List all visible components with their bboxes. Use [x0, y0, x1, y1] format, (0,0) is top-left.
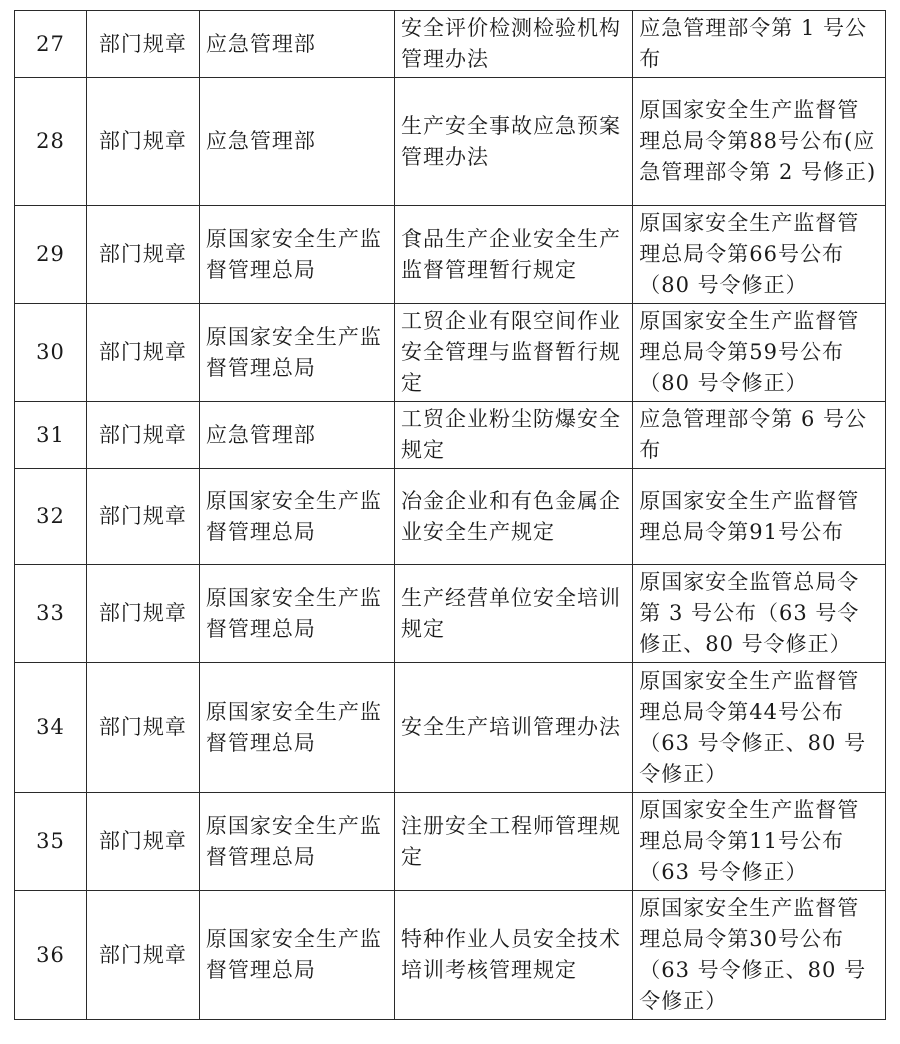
row-number: 27	[15, 11, 87, 78]
issuing-authority: 应急管理部	[199, 78, 394, 206]
publication-reference: 原国家安全生产监督管理总局令第59号公布（80 号令修正）	[633, 304, 886, 402]
row-number: 28	[15, 78, 87, 206]
publication-reference: 应急管理部令第 1 号公布	[633, 11, 886, 78]
regulation-type: 部门规章	[86, 663, 199, 793]
table-row	[15, 206, 886, 304]
issuing-authority: 原国家安全生产监督管理总局	[199, 469, 394, 565]
regulation-type: 部门规章	[86, 304, 199, 402]
regulation-type: 部门规章	[86, 402, 199, 469]
regulation-title: 特种作业人员安全技术培训考核管理规定	[395, 891, 633, 1020]
issuing-authority: 原国家安全生产监督管理总局	[199, 793, 394, 891]
regulations-table	[14, 10, 886, 1020]
row-number: 31	[15, 402, 87, 469]
row-number: 36	[15, 891, 87, 1020]
regulation-title: 工贸企业有限空间作业安全管理与监督暂行规定	[395, 304, 633, 402]
regulation-title: 生产经营单位安全培训规定	[395, 565, 633, 663]
table-row	[15, 304, 886, 402]
issuing-authority: 应急管理部	[199, 11, 394, 78]
regulation-title: 冶金企业和有色金属企业安全生产规定	[395, 469, 633, 565]
table-row	[15, 891, 886, 1020]
issuing-authority: 应急管理部	[199, 402, 394, 469]
issuing-authority: 原国家安全生产监督管理总局	[199, 891, 394, 1020]
regulation-type: 部门规章	[86, 793, 199, 891]
publication-reference: 原国家安全生产监督管理总局令第30号公布（63 号令修正、80 号令修正）	[633, 891, 886, 1020]
table-row	[15, 78, 886, 206]
publication-reference: 原国家安全生产监督管理总局令第66号公布（80 号令修正）	[633, 206, 886, 304]
row-number: 35	[15, 793, 87, 891]
regulation-type: 部门规章	[86, 565, 199, 663]
regulation-title: 生产安全事故应急预案管理办法	[395, 78, 633, 206]
regulation-type: 部门规章	[86, 469, 199, 565]
issuing-authority: 原国家安全生产监督管理总局	[199, 663, 394, 793]
regulation-title: 工贸企业粉尘防爆安全规定	[395, 402, 633, 469]
regulation-type: 部门规章	[86, 206, 199, 304]
table-row	[15, 565, 886, 663]
regulation-title: 注册安全工程师管理规定	[395, 793, 633, 891]
regulation-type: 部门规章	[86, 78, 199, 206]
row-number: 30	[15, 304, 87, 402]
table-row	[15, 469, 886, 565]
row-number: 34	[15, 663, 87, 793]
issuing-authority: 原国家安全生产监督管理总局	[199, 206, 394, 304]
regulation-type: 部门规章	[86, 11, 199, 78]
regulation-type: 部门规章	[86, 891, 199, 1020]
row-number: 33	[15, 565, 87, 663]
publication-reference: 应急管理部令第 6 号公布	[633, 402, 886, 469]
regulation-title: 食品生产企业安全生产监督管理暂行规定	[395, 206, 633, 304]
row-number: 29	[15, 206, 87, 304]
row-number: 32	[15, 469, 87, 565]
regulation-title: 安全生产培训管理办法	[395, 663, 633, 793]
table-row	[15, 402, 886, 469]
table-row	[15, 11, 886, 78]
issuing-authority: 原国家安全生产监督管理总局	[199, 304, 394, 402]
table-row	[15, 793, 886, 891]
publication-reference: 原国家安全生产监督管理总局令第88号公布(应急管理部令第 2 号修正)	[633, 78, 886, 206]
publication-reference: 原国家安全生产监督管理总局令第91号公布	[633, 469, 886, 565]
regulation-title: 安全评价检测检验机构管理办法	[395, 11, 633, 78]
publication-reference: 原国家安全监管总局令第 3 号公布（63 号令修正、80 号令修正）	[633, 565, 886, 663]
publication-reference: 原国家安全生产监督管理总局令第44号公布（63 号令修正、80 号令修正）	[633, 663, 886, 793]
table-row	[15, 663, 886, 793]
issuing-authority: 原国家安全生产监督管理总局	[199, 565, 394, 663]
publication-reference: 原国家安全生产监督管理总局令第11号公布（63 号令修正）	[633, 793, 886, 891]
